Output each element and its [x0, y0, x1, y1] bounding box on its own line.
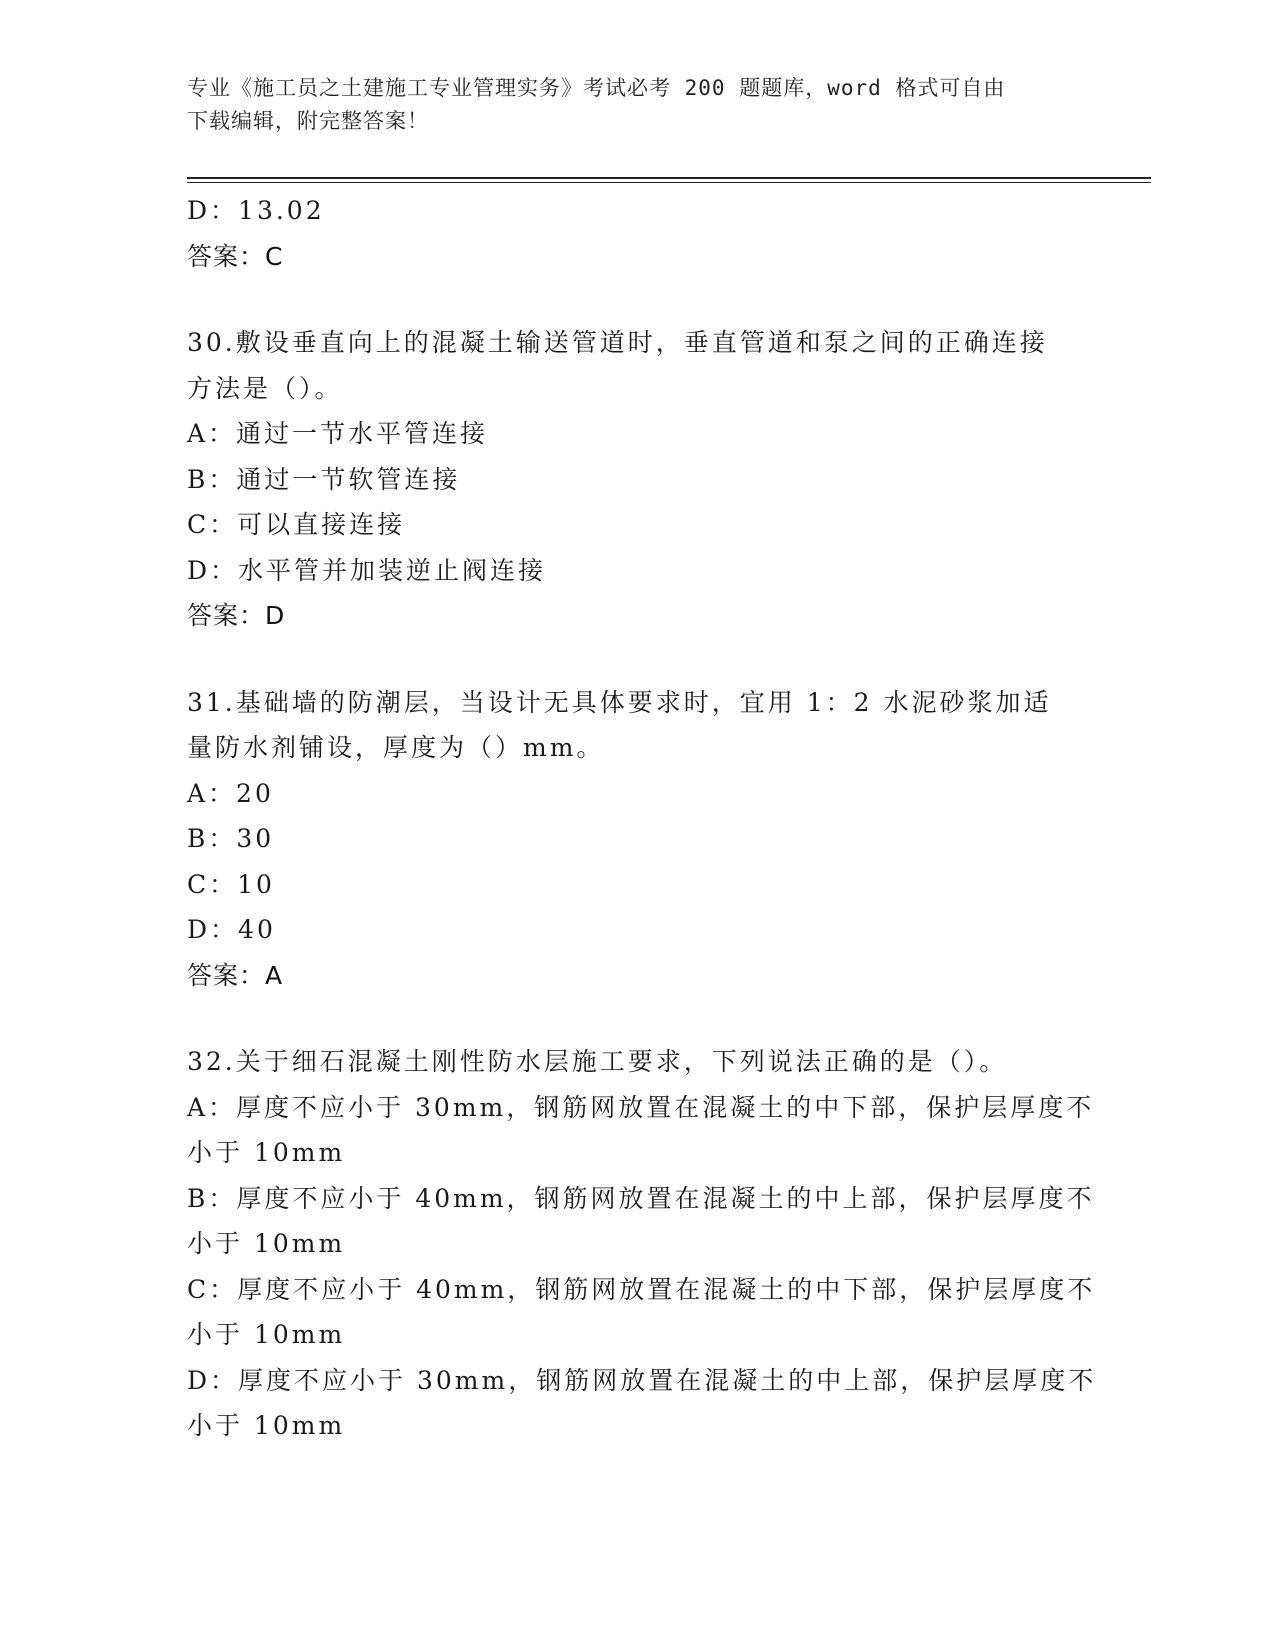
option-c: C：厚度不应小于 40mm，钢筋网放置在混凝土的中下部，保护层厚度不: [187, 1274, 1096, 1304]
option-b: B：通过一节软管连接: [187, 464, 461, 494]
answer-line: 答案：C: [187, 241, 284, 271]
previous-question-tail: [187, 188, 1087, 279]
question-32: [187, 1039, 1097, 1449]
answer-line: 答案：A: [187, 960, 284, 990]
option-d: D：厚度不应小于 30mm，钢筋网放置在混凝土的中上部，保护层厚度不: [187, 1365, 1097, 1395]
option-c: C：10: [187, 869, 275, 899]
question-stem: 方法是（）。: [187, 373, 343, 403]
header-rule-thick: [187, 177, 1151, 179]
header-rule-thin: [187, 182, 1151, 183]
option-d: D：40: [187, 915, 276, 944]
document-body: [187, 188, 1097, 1449]
header-line-2: 下载编辑，附完整答案！: [187, 109, 429, 133]
option-b: B：30: [187, 824, 275, 853]
spacer: [187, 639, 1087, 680]
option-c-continued: 小于 10mm: [187, 1320, 346, 1349]
question-stem: 量防水剂铺设，厚度为（）mm。: [187, 733, 605, 762]
question-stem: 32.关于细石混凝土刚性防水层施工要求，下列说法正确的是（）。: [187, 1047, 1008, 1076]
option-c: C：可以直接连接: [187, 510, 406, 539]
option-b: B：厚度不应小于 40mm，钢筋网放置在混凝土的中上部，保护层厚度不: [187, 1183, 1095, 1213]
spacer: [187, 998, 1087, 1039]
option-a: A：20: [187, 778, 274, 808]
document-header: [187, 72, 1067, 138]
option-a: A：通过一节水平管连接: [187, 419, 489, 448]
header-line-1: 专业《施工员之土建施工专业管理实务》考试必考 200 题题库，word 格式可自由: [187, 76, 1006, 100]
question-30: [187, 320, 1087, 639]
question-stem: 31.基础墙的防潮层，当设计无具体要求时，宜用 1：2 水泥砂浆加适: [187, 687, 1052, 717]
option-d: D：水平管并加装逆止阀连接: [187, 555, 547, 585]
option-b-continued: 小于 10mm: [187, 1229, 346, 1258]
option-a: A：厚度不应小于 30mm，钢筋网放置在混凝土的中下部，保护层厚度不: [187, 1092, 1095, 1122]
spacer: [187, 279, 1087, 320]
answer-line: 答案：D: [187, 601, 286, 630]
option-a-continued: 小于 10mm: [187, 1138, 346, 1167]
option-d: D：13.02: [187, 196, 325, 225]
question-31: [187, 680, 1087, 999]
question-stem: 30.敷设垂直向上的混凝土输送管道时，垂直管道和泵之间的正确连接: [187, 328, 1048, 357]
option-d-continued: 小于 10mm: [187, 1411, 346, 1440]
